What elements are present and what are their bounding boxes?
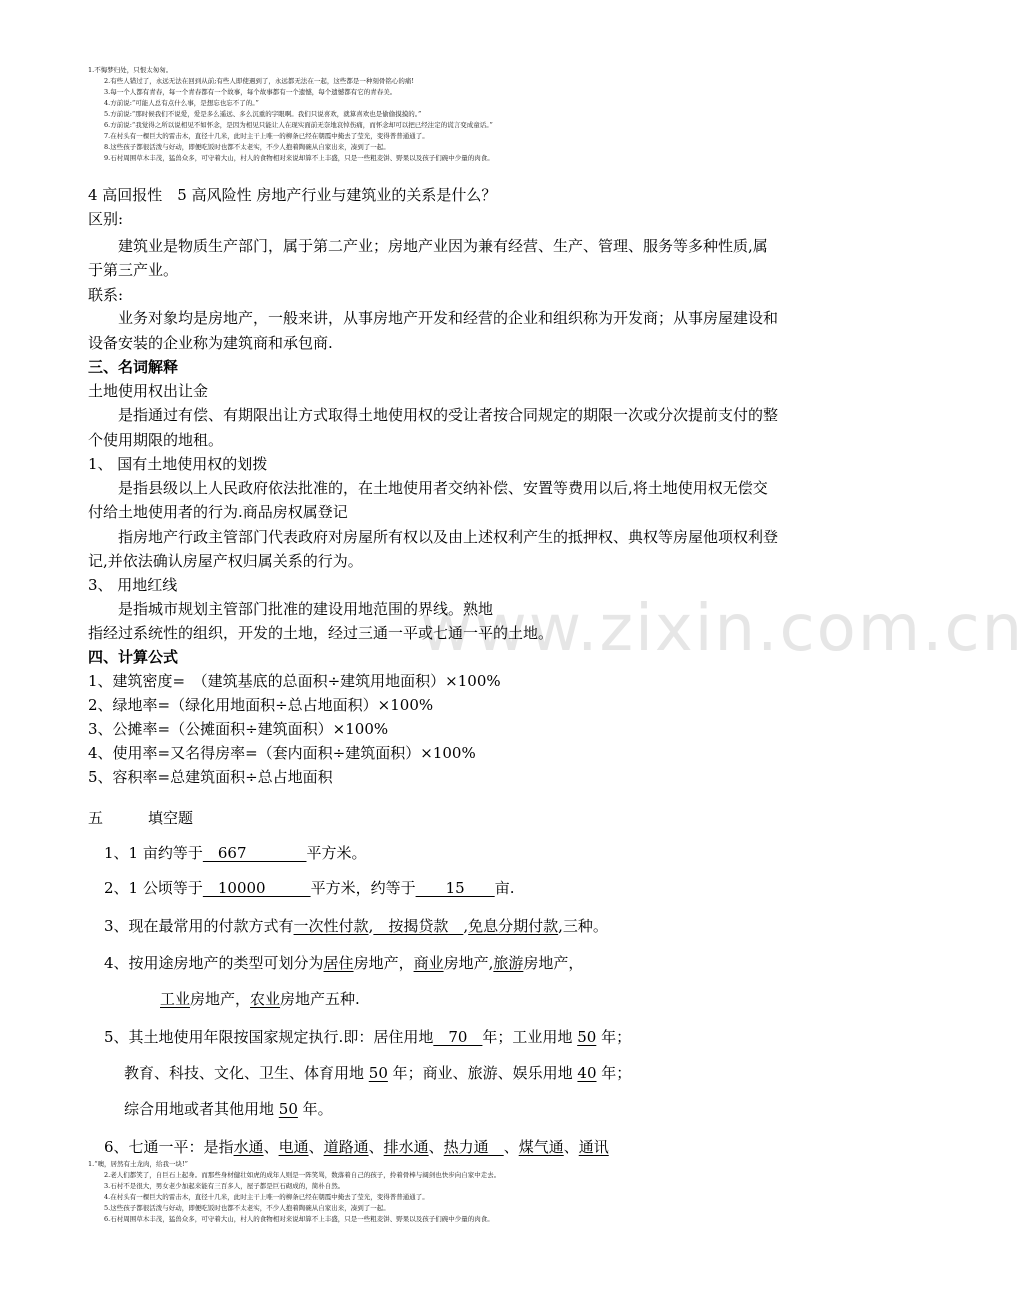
top-note: 5.方前说:“那时候我们不说爱，爱是多么遥远、多么沉重的字眼啊。我们只说喜欢，就算喜欢也是偷偷摸摸的。” <box>104 110 422 118</box>
answer-blank: 农业 <box>250 990 281 1008</box>
question-text: 房地产， <box>353 954 414 972</box>
diff-text: 于第三产业。 <box>88 261 179 279</box>
top-note: 7.在村头有一棵巨大的雷击木，直径十几米，此时主干上唯一的柳条已经在朝霞中掩去了莹光，变得普普通通了。 <box>104 132 429 140</box>
diff-text: 建筑业是物质生产部门，属于第二产业；房地产业因为兼有经营、生产、管理、服务等多种性质,属 <box>118 237 768 255</box>
top-note: 3.每一个人都有青春，每一个青春都有一个故事，每个故事都有一个遗憾，每个遗憾都有它的青春美。 <box>104 88 397 96</box>
heading-line: 4 高回报性 5 高风险性 房地产行业与建筑业的关系是什么？ <box>88 186 497 204</box>
section-title: 四、计算公式 <box>88 648 179 666</box>
answer-blank: 商业 <box>413 954 444 972</box>
answer-blank: 667 <box>202 844 307 862</box>
fill-question-2 <box>104 876 514 900</box>
term-title: 1、 国有土地使用权的划拨 <box>88 455 268 473</box>
separator: 、 <box>428 1138 444 1156</box>
question-text: 年；商业、旅游、娱乐用地 <box>387 1064 578 1082</box>
answer-blank: 水通 <box>233 1138 264 1156</box>
answer-blank: 50 <box>577 1028 597 1046</box>
question-text: 平方米。 <box>306 844 367 862</box>
fill-question-5-cont <box>124 1097 333 1121</box>
link-label: 联系: <box>88 286 124 304</box>
link-text: 业务对象均是房地产，一般来讲，从事房地产开发和经营的企业和组织称为开发商；从事房屋建设和 <box>118 309 779 327</box>
watermark: www.zixin.com.cn <box>420 592 1024 666</box>
bottom-note: 5.这些孩子都很活泼与好动，即便吃饭时也都不太老实，不少人抱着陶碗从自家出来，凑到了一起。 <box>104 1204 390 1212</box>
question-text: 年。 <box>297 1100 333 1118</box>
answer-blank: 10000 <box>202 879 311 897</box>
question-text: 房地产， <box>190 990 251 1008</box>
term-text: 指经过系统性的组织，开发的土地，经过三通一平或七通一平的土地。 <box>88 624 554 642</box>
formula-line: 3、公摊率=（公摊面积÷建筑面积）×100% <box>88 720 389 738</box>
bottom-note: 4.在村头有一棵巨大的雷击木，直径十几米，此时主干上唯一的柳条已经在朝霞中掩去了莹光，变得普普通通了。 <box>104 1193 429 1201</box>
bottom-note: 1.“噢，居然有土龙肉，给我一块!” <box>88 1160 188 1168</box>
fill-question-5-cont <box>124 1061 631 1085</box>
question-text: 房地产, <box>443 954 494 972</box>
answer-blank: 70 <box>433 1028 483 1046</box>
answer-blank: 道路通 <box>323 1138 369 1156</box>
answer-blank: 工业 <box>160 990 191 1008</box>
term-text: 付给土地使用者的行为.商品房权属登记 <box>88 503 348 521</box>
question-text: 年； <box>596 1064 632 1082</box>
top-note: 2.有些人错过了，永远无法在回到从前;有些人即使遇到了，永远都无法在一起，这些都是一种刻骨铭心的痛! <box>104 77 415 85</box>
term-text: 是指通过有偿、有期限出让方式取得土地使用权的受让者按合同规定的期限一次或分次提前支付的整 <box>118 406 779 424</box>
answer-blank: 通讯 <box>578 1138 609 1156</box>
bottom-note: 3.石村不是很大，男女老少加起来能有三百多人，屋子都是巨石砌成的，简朴自然。 <box>104 1182 345 1190</box>
answer-blank: 煤气通 <box>518 1138 564 1156</box>
term-text: 是指城市规划主管部门批准的建设用地范围的界线。熟地 <box>118 600 494 618</box>
fill-question-4 <box>104 951 583 975</box>
bottom-note: 6.石村周围草木丰茂，猛兽众多，可守着大山，村人的食物相对来说却算不上丰盛，只是一些粗麦饼、野果以及孩子们碗中少量的肉食。 <box>104 1215 494 1223</box>
answer-blank: 一次性付款 <box>293 917 369 935</box>
term-title: 3、 用地红线 <box>88 576 178 594</box>
top-note: 4.方前说:“可能人总有点什么事，是想忘也忘不了的。” <box>104 99 259 107</box>
term-title: 土地使用权出让金 <box>88 382 209 400</box>
top-note: 8.这些孩子都很活泼与好动，即便吃饭时也都不太老实，不少人抱着陶碗从自家出来，凑到了一起。 <box>104 143 390 151</box>
question-text: 教育、科技、文化、卫生、体育用地 <box>124 1064 369 1082</box>
separator: 、 <box>368 1138 384 1156</box>
top-note: 1.不悔梦归处，只恨太匆匆。 <box>88 66 173 74</box>
question-text: 4、按用途房地产的类型可划分为 <box>104 954 324 972</box>
question-text: 房地产， <box>523 954 584 972</box>
separator: 、 <box>563 1138 579 1156</box>
question-text: 房地产五种. <box>280 990 360 1008</box>
answer-blank: 50 <box>368 1064 388 1082</box>
top-note: 9.石村周围草木丰茂，猛兽众多，可守着大山，村人的食物相对来说却算不上丰盛，只是一些粗麦饼、野果以及孩子们碗中少量的肉食。 <box>104 154 494 162</box>
term-text: 是指县级以上人民政府依法批准的，在土地使用者交纳补偿、安置等费用以后,将土地使用权无偿交 <box>118 479 768 497</box>
answer-blank: 热力通 <box>443 1138 504 1156</box>
question-text: 2、1 公顷等于 <box>104 879 203 897</box>
fill-question-4-cont <box>160 987 360 1011</box>
answer-blank: 排水通 <box>383 1138 429 1156</box>
separator: 、 <box>263 1138 279 1156</box>
question-text: 平方米，约等于 <box>310 879 416 897</box>
question-text: 年；工业用地 <box>482 1028 578 1046</box>
answer-blank: 免息分期付款 <box>468 917 559 935</box>
question-text: 5、其土地使用年限按国家规定执行.即：居住用地 <box>104 1028 434 1046</box>
fill-question-1 <box>104 841 367 865</box>
fill-question-6 <box>104 1135 609 1159</box>
diff-label: 区别: <box>88 210 124 228</box>
top-note: 6.方前说:“我觉得之所以说相见不如怀念，是因为相见只能让人在现实面前无奈地哀悼伤痛，而怀念却可以把已经注定的谎言变成童话。” <box>104 121 493 129</box>
fill-question-3 <box>104 914 608 938</box>
fill-question-5 <box>104 1025 631 1049</box>
answer-blank: 旅游 <box>493 954 524 972</box>
term-text: 记,并依法确认房屋产权归属关系的行为。 <box>88 552 363 570</box>
question-text: ,三种。 <box>558 917 608 935</box>
formula-line: 5、容积率=总建筑面积÷总占地面积 <box>88 768 333 786</box>
answer-blank: 40 <box>577 1064 597 1082</box>
question-text: 6、七通一平：是指 <box>104 1138 234 1156</box>
link-text: 设备安装的企业称为建筑商和承包商. <box>88 334 333 352</box>
separator: 、 <box>503 1138 519 1156</box>
question-text: , <box>463 917 469 935</box>
question-text: 3、现在最常用的付款方式有 <box>104 917 294 935</box>
bottom-note: 2.老人们都笑了，自巨石上起身。而那些身材健壮如虎的成年人则是一阵笑骂，数落着自己的孩子，拎着骨棒与阔剑也快步向自家中走去。 <box>104 1171 501 1179</box>
separator: 、 <box>308 1138 324 1156</box>
formula-line: 4、使用率=又名得房率=（套内面积÷建筑面积）×100% <box>88 744 476 762</box>
question-text: 1、1 亩约等于 <box>104 844 203 862</box>
section-title: 五 填空题 <box>88 809 194 827</box>
term-text: 指房地产行政主管部门代表政府对房屋所有权以及由上述权利产生的抵押权、典权等房屋他项权利登 <box>118 528 779 546</box>
answer-blank: 50 <box>278 1100 298 1118</box>
question-text: , <box>368 917 374 935</box>
question-text: 综合用地或者其他用地 <box>124 1100 279 1118</box>
section-title: 三、名词解释 <box>88 358 179 376</box>
formula-line: 2、绿地率=（绿化用地面积÷总占地面积）×100% <box>88 696 434 714</box>
answer-blank: 15 <box>415 879 495 897</box>
term-text: 个使用期限的地租。 <box>88 431 224 449</box>
formula-line: 1、建筑密度= （建筑基底的总面积÷建筑用地面积）×100% <box>88 672 501 690</box>
question-text: 年； <box>596 1028 632 1046</box>
answer-blank: 电通 <box>278 1138 309 1156</box>
question-text: 亩. <box>494 879 515 897</box>
answer-blank: 按揭贷款 <box>373 917 464 935</box>
answer-blank: 居住 <box>323 954 354 972</box>
